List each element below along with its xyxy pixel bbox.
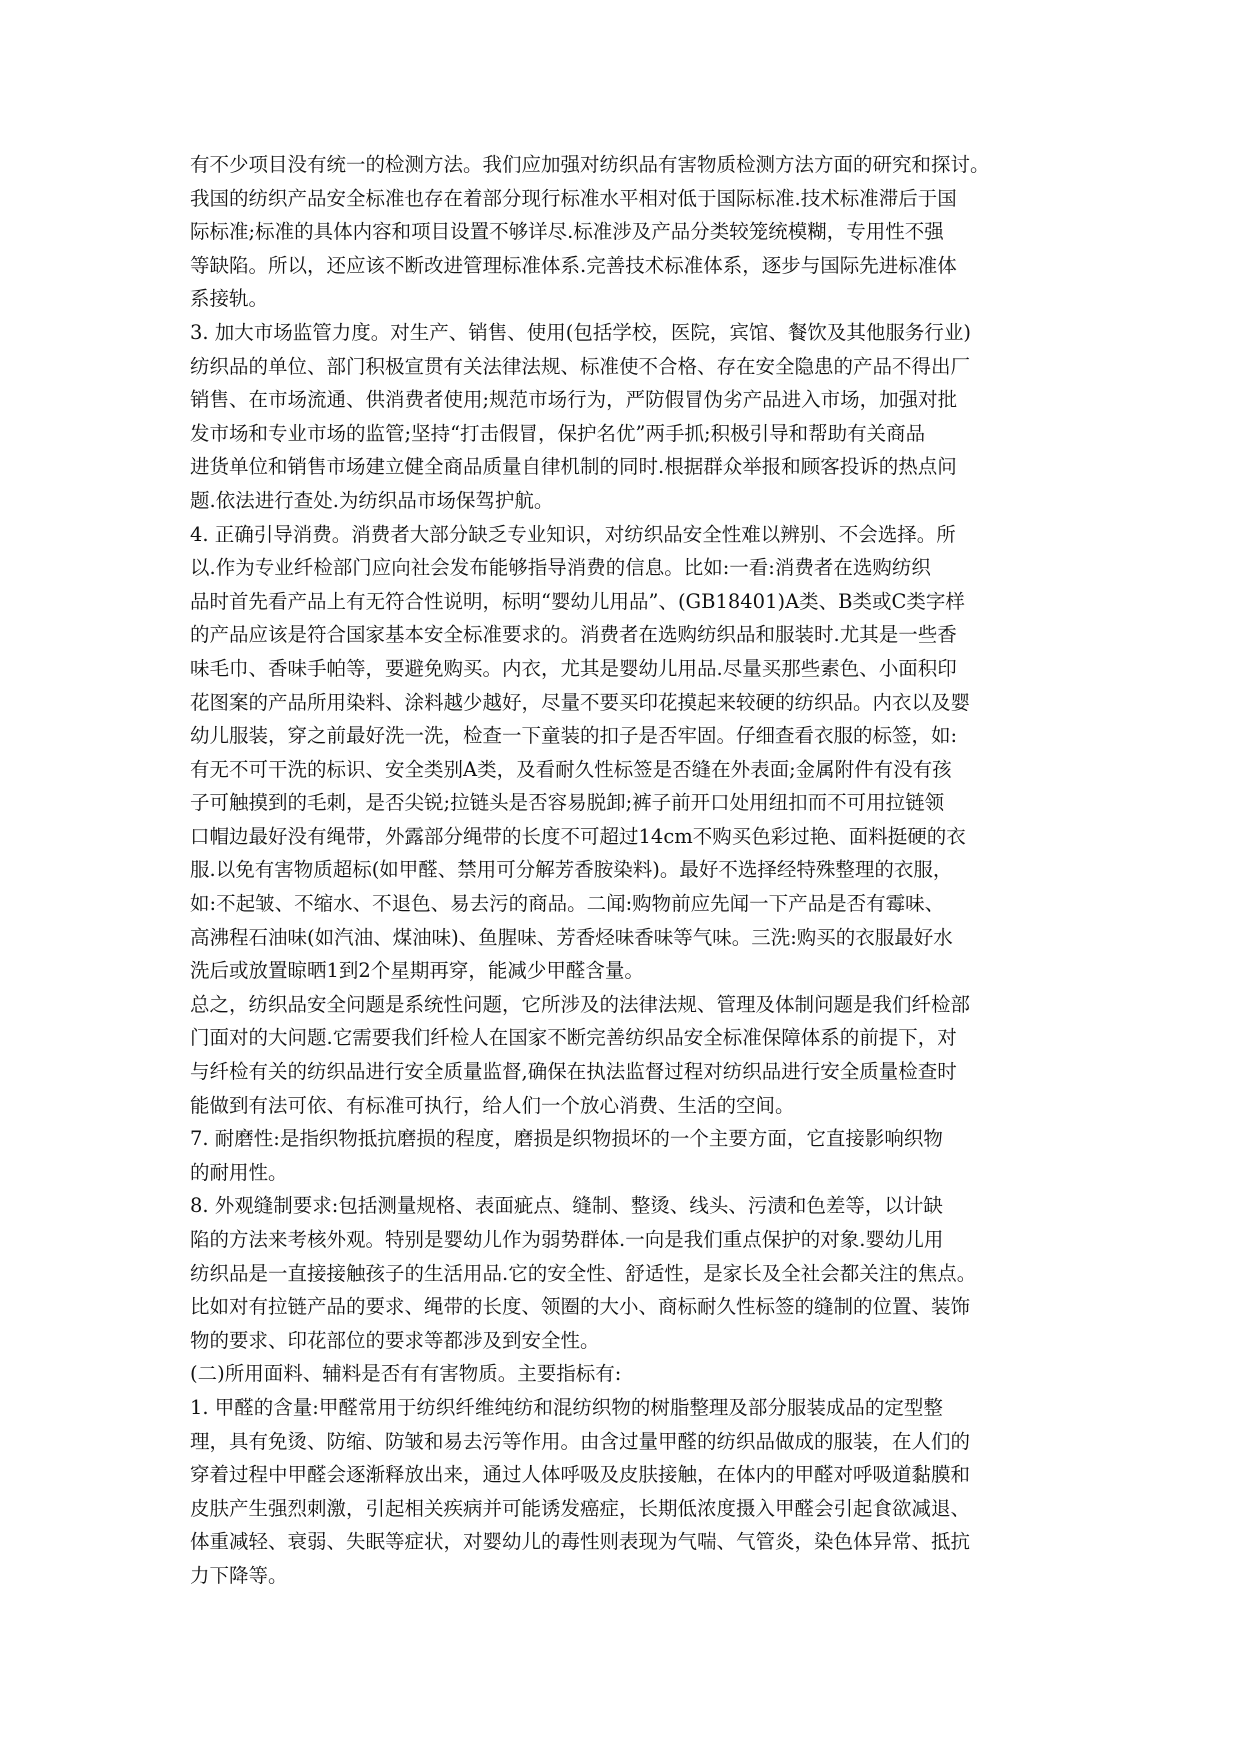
text-line: 门面对的大问题.它需要我们纤检人在国家不断完善纺织品安全标准保障体系的前提下，对 (190, 1026, 957, 1050)
text-line: 4. 正确引导消费。消费者大部分缺乏专业知识，对纺织品安全性难以辨别、不会选择。所 (190, 522, 956, 546)
text-line: 的耐用性。 (190, 1160, 288, 1184)
text-line: 口帽边最好没有绳带，外露部分绳带的长度不可超过14cm不购买色彩过艳、面料挺硬的衣 (190, 824, 966, 848)
text-line: 系接轨。 (190, 287, 269, 311)
text-line: 纺织品的单位、部门积极宣贯有关法律法规、标准使不合格、存在安全隐患的产品不得出厂 (190, 354, 971, 378)
text-line: 3. 加大市场监管力度。对生产、销售、使用(包括学校，医院，宾馆、餐饮及其他服务行业) (190, 320, 972, 344)
text-line: 题.依法进行查处.为纺织品市场保驾护航。 (190, 488, 554, 512)
text-line: 高沸程石油味(如汽油、煤油味)、鱼腥味、芳香烃味香味等气味。三洗:购买的衣服最好水 (190, 925, 953, 949)
text-line: 销售、在市场流通、供消费者使用;规范市场行为，严防假冒伪劣产品进入市场，加强对批 (190, 388, 958, 412)
text-line: 洗后或放置晾晒1到2个星期再穿，能减少甲醛含量。 (190, 959, 644, 983)
document-body (190, 148, 1070, 1593)
text-line: 理，具有免烫、防缩、防皱和易去污等作用。由含过量甲醛的纺织品做成的服装，在人们的 (190, 1429, 971, 1453)
text-line: 比如对有拉链产品的要求、绳带的长度、领圈的大小、商标耐久性标签的缝制的位置、装饰 (190, 1295, 971, 1319)
text-line: 际标准;标准的具体内容和项目设置不够详尽.标准涉及产品分类较笼统模糊，专用性不强 (190, 220, 944, 244)
text-line: 味毛巾、香味手帕等，要避免购买。内衣，尤其是婴幼儿用品.尽量买那些素色、小面积印 (190, 656, 957, 680)
text-line: 物的要求、印花部位的要求等都涉及到安全性。 (190, 1328, 600, 1352)
text-line: 总之，纺织品安全问题是系统性问题，它所涉及的法律法规、管理及体制问题是我们纤检部 (190, 992, 971, 1016)
text-line: 纺织品是一直接接触孩子的生活用品.它的安全性、舒适性，是家长及全社会都关注的焦点。 (190, 1261, 977, 1285)
text-line: 品时首先看产品上有无符合性说明，标明“婴幼儿用品”、(GB18401)A类、B类或C类字样 (190, 589, 965, 613)
text-line: 进货单位和销售市场建立健全商品质量自律机制的同时.根据群众举报和顾客投诉的热点问 (190, 455, 957, 479)
text-line: 体重减轻、衰弱、失眠等症状，对婴幼儿的毒性则表现为气喘、气管炎，染色体异常、抵抗 (190, 1530, 971, 1554)
text-line: 1. 甲醛的含量:甲醛常用于纺织纤维纯纺和混纺织物的树脂整理及部分服装成品的定型整 (190, 1395, 943, 1419)
text-line: 有无不可干洗的标识、安全类别A类，及看耐久性标签是否缝在外表面;金属附件有没有孩 (190, 757, 952, 781)
text-line: 8. 外观缝制要求:包括测量规格、表面疵点、缝制、整烫、线头、污渍和色差等，以计缺 (190, 1194, 943, 1218)
text-line: 穿着过程中甲醛会逐渐释放出来，通过人体呼吸及皮肤接触，在体内的甲醛对呼吸道黏膜和 (190, 1463, 971, 1487)
text-line: 陷的方法来考核外观。特别是婴幼儿作为弱势群体.一向是我们重点保护的对象.婴幼儿用 (190, 1228, 944, 1251)
text-line: 有不少项目没有统一的检测方法。我们应加强对纺织品有害物质检测方法方面的研究和探讨。 (190, 153, 990, 176)
text-line: 服.以免有害物质超标(如甲醛、禁用可分解芳香胺染料)。最好不选择经特殊整理的衣服， (190, 858, 953, 882)
text-line: 如:不起皱、不缩水、不退色、易去污的商品。二闻:购物前应先闻一下产品是否有霉味、 (190, 892, 945, 916)
text-line: 能做到有法可依、有标准可执行，给人们一个放心消费、生活的空间。 (190, 1093, 795, 1117)
text-line: (二)所用面料、辅料是否有有害物质。主要指标有: (190, 1362, 622, 1386)
text-line: 7. 耐磨性:是指织物抵抗磨损的程度，磨损是织物损坏的一个主要方面，它直接影响织物 (190, 1127, 943, 1151)
text-line: 幼儿服装，穿之前最好洗一洗，检查一下童装的扣子是否牢固。仔细查看衣服的标签，如: (190, 724, 958, 748)
text-line: 等缺陷。所以，还应该不断改进管理标准体系.完善技术标准体系，逐步与国际先进标准体 (190, 253, 957, 277)
text-line: 以.作为专业纤检部门应向社会发布能够指导消费的信息。比如:一看:消费者在选购纺织 (190, 556, 931, 580)
text-line: 皮肤产生强烈刺激，引起相关疾病并可能诱发癌症，长期低浓度摄入甲醛会引起食欲减退、 (190, 1496, 971, 1520)
text-line: 花图案的产品所用染料、涂料越少越好，尽量不要买印花摸起来较硬的纺织品。内衣以及婴 (190, 690, 971, 714)
text-line: 的产品应该是符合国家基本安全标准要求的。消费者在选购纺织品和服装时.尤其是一些香 (190, 623, 957, 647)
text-line: 发市场和专业市场的监管;坚持“打击假冒，保护名优”两手抓;积极引导和帮助有关商品 (190, 421, 926, 445)
text-line: 子可触摸到的毛刺，是否尖锐;拉链头是否容易脱卸;裤子前开口处用纽扣而不可用拉链领 (190, 791, 945, 815)
text-line: 与纤检有关的纺织品进行安全质量监督,确保在执法监督过程对纺织品进行安全质量检查时 (190, 1060, 957, 1084)
text-line: 我国的纺织产品安全标准也存在着部分现行标准水平相对低于国际标准.技术标准滞后于国 (190, 186, 957, 210)
text-line: 力下降等。 (190, 1563, 288, 1587)
